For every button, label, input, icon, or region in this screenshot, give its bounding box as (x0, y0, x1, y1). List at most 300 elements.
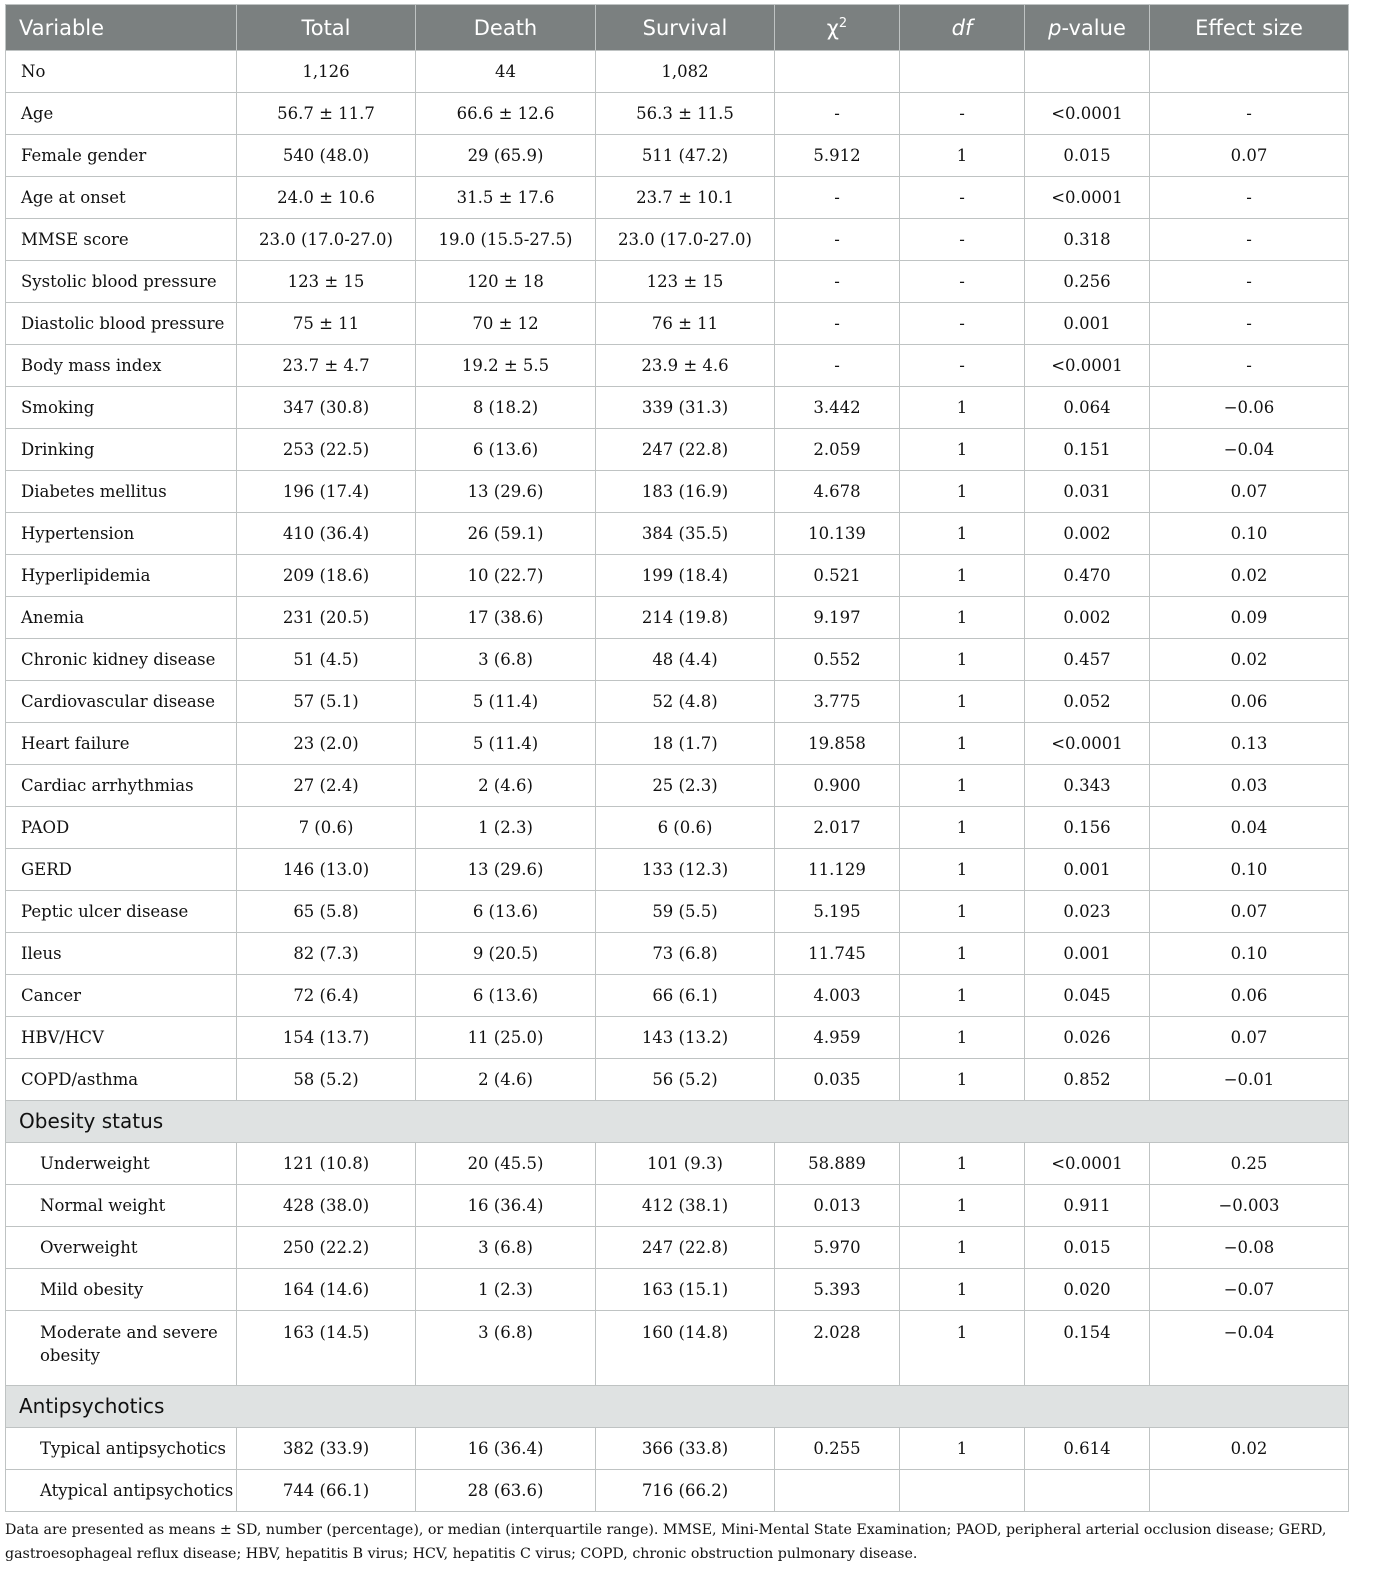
cell-chi-square (775, 51, 900, 93)
cell-effect-size: - (1150, 261, 1349, 303)
table-row (6, 891, 1349, 933)
cell-variable: Age (6, 93, 237, 135)
cell-death: 19.2 ± 5.5 (416, 345, 596, 387)
cell-total: 250 (22.2) (237, 1227, 416, 1269)
header-survival: Survival (596, 5, 775, 51)
cell-chi-square: - (775, 177, 900, 219)
cell-effect-size: −0.06 (1150, 387, 1349, 429)
cell-effect-size: −0.08 (1150, 1227, 1349, 1269)
cell-p-value: 0.026 (1025, 1017, 1150, 1059)
cell-death: 19.0 (15.5-27.5) (416, 219, 596, 261)
cell-df: - (900, 219, 1025, 261)
cell-df: 1 (900, 471, 1025, 513)
cell-death: 120 ± 18 (416, 261, 596, 303)
cell-death: 5 (11.4) (416, 681, 596, 723)
cell-survival: 133 (12.3) (596, 849, 775, 891)
cell-effect-size: 0.07 (1150, 135, 1349, 177)
chi-symbol: χ (826, 15, 839, 40)
cell-variable: GERD (6, 849, 237, 891)
cell-chi-square: 5.393 (775, 1269, 900, 1311)
table-row (6, 1143, 1349, 1185)
cell-p-value: <0.0001 (1025, 723, 1150, 765)
cell-total: 23.0 (17.0-27.0) (237, 219, 416, 261)
cell-death: 44 (416, 51, 596, 93)
cell-df: 1 (900, 387, 1025, 429)
cell-p-value: 0.002 (1025, 513, 1150, 555)
cell-df: 1 (900, 639, 1025, 681)
cell-survival: 163 (15.1) (596, 1269, 775, 1311)
cell-variable: Cancer (6, 975, 237, 1017)
table-row (6, 345, 1349, 387)
cell-total: 57 (5.1) (237, 681, 416, 723)
cell-effect-size: - (1150, 303, 1349, 345)
cell-variable: Typical antipsychotics (6, 1428, 237, 1470)
cell-chi-square: 11.745 (775, 933, 900, 975)
cell-p-value: 0.256 (1025, 261, 1150, 303)
cell-survival: 384 (35.5) (596, 513, 775, 555)
cell-survival: 23.7 ± 10.1 (596, 177, 775, 219)
cell-variable: MMSE score (6, 219, 237, 261)
header-df (900, 5, 1025, 51)
cell-death: 3 (6.8) (416, 1311, 596, 1386)
cell-survival: 199 (18.4) (596, 555, 775, 597)
cell-p-value: 0.154 (1025, 1311, 1150, 1386)
cell-survival: 56 (5.2) (596, 1059, 775, 1101)
cell-effect-size: 0.06 (1150, 975, 1349, 1017)
table-row (6, 387, 1349, 429)
cell-chi-square: 9.197 (775, 597, 900, 639)
cell-variable: Drinking (6, 429, 237, 471)
cell-chi-square: - (775, 303, 900, 345)
cell-effect-size: 0.02 (1150, 1428, 1349, 1470)
cell-death: 20 (45.5) (416, 1143, 596, 1185)
cell-p-value: 0.614 (1025, 1428, 1150, 1470)
cell-p-value: 0.064 (1025, 387, 1150, 429)
cell-total: 23.7 ± 4.7 (237, 345, 416, 387)
cell-effect-size (1150, 51, 1349, 93)
cell-total: 75 ± 11 (237, 303, 416, 345)
cell-effect-size: −0.003 (1150, 1185, 1349, 1227)
section-header-row (6, 1386, 1349, 1428)
cell-chi-square: 2.059 (775, 429, 900, 471)
cell-survival: 716 (66.2) (596, 1470, 775, 1512)
table-row (6, 639, 1349, 681)
cell-p-value: 0.318 (1025, 219, 1150, 261)
cell-death: 29 (65.9) (416, 135, 596, 177)
cell-death: 1 (2.3) (416, 1269, 596, 1311)
header-row (6, 5, 1349, 51)
cell-effect-size (1150, 1470, 1349, 1512)
table-row (6, 1428, 1349, 1470)
table-row (6, 261, 1349, 303)
cell-variable: No (6, 51, 237, 93)
cell-p-value: <0.0001 (1025, 345, 1150, 387)
cell-total: 146 (13.0) (237, 849, 416, 891)
cell-chi-square: 11.129 (775, 849, 900, 891)
table-row (6, 177, 1349, 219)
cell-chi-square: 0.013 (775, 1185, 900, 1227)
cell-chi-square: - (775, 219, 900, 261)
cell-survival: 18 (1.7) (596, 723, 775, 765)
cell-death: 70 ± 12 (416, 303, 596, 345)
section-title: Obesity status (6, 1101, 1349, 1143)
cell-survival: 73 (6.8) (596, 933, 775, 975)
cell-survival: 52 (4.8) (596, 681, 775, 723)
cell-variable: Overweight (6, 1227, 237, 1269)
cell-survival: 511 (47.2) (596, 135, 775, 177)
cell-total: 410 (36.4) (237, 513, 416, 555)
cell-chi-square: 4.678 (775, 471, 900, 513)
cell-df: 1 (900, 807, 1025, 849)
cell-total: 58 (5.2) (237, 1059, 416, 1101)
cell-df: 1 (900, 1185, 1025, 1227)
cell-total: 72 (6.4) (237, 975, 416, 1017)
table-row (6, 1059, 1349, 1101)
table-row (6, 93, 1349, 135)
cell-survival: 23.9 ± 4.6 (596, 345, 775, 387)
cell-p-value: <0.0001 (1025, 1143, 1150, 1185)
cell-effect-size: −0.04 (1150, 429, 1349, 471)
cell-death: 16 (36.4) (416, 1428, 596, 1470)
cell-df: 1 (900, 1311, 1025, 1386)
cell-death: 3 (6.8) (416, 639, 596, 681)
cell-survival: 25 (2.3) (596, 765, 775, 807)
cell-survival: 66 (6.1) (596, 975, 775, 1017)
cell-effect-size: - (1150, 219, 1349, 261)
cell-chi-square: 10.139 (775, 513, 900, 555)
cell-death: 5 (11.4) (416, 723, 596, 765)
cell-effect-size: 0.07 (1150, 471, 1349, 513)
cell-chi-square: 0.900 (775, 765, 900, 807)
cell-chi-square: 4.959 (775, 1017, 900, 1059)
table-container (5, 4, 1348, 1512)
cell-variable: Anemia (6, 597, 237, 639)
cell-p-value: 0.015 (1025, 1227, 1150, 1269)
cell-chi-square: 0.035 (775, 1059, 900, 1101)
cell-df: 1 (900, 1017, 1025, 1059)
cell-chi-square: - (775, 345, 900, 387)
section-header-row (6, 1101, 1349, 1143)
header-death: Death (416, 5, 596, 51)
cell-variable: Ileus (6, 933, 237, 975)
header-effect-size: Effect size (1150, 5, 1349, 51)
cell-survival: 247 (22.8) (596, 429, 775, 471)
cell-total: 428 (38.0) (237, 1185, 416, 1227)
cell-chi-square: 2.028 (775, 1311, 900, 1386)
cell-chi-square: - (775, 93, 900, 135)
cell-total: 163 (14.5) (237, 1311, 416, 1386)
cell-death: 6 (13.6) (416, 429, 596, 471)
cell-variable: Body mass index (6, 345, 237, 387)
cell-df: 1 (900, 1143, 1025, 1185)
cell-effect-size: −0.01 (1150, 1059, 1349, 1101)
cell-variable: COPD/asthma (6, 1059, 237, 1101)
cell-df: 1 (900, 1428, 1025, 1470)
cell-survival: 123 ± 15 (596, 261, 775, 303)
cell-chi-square: 3.775 (775, 681, 900, 723)
cell-effect-size: 0.10 (1150, 933, 1349, 975)
table-row (6, 933, 1349, 975)
cell-effect-size: 0.25 (1150, 1143, 1349, 1185)
cell-death: 2 (4.6) (416, 1059, 596, 1101)
cell-effect-size: 0.02 (1150, 555, 1349, 597)
cell-variable: Chronic kidney disease (6, 639, 237, 681)
cell-effect-size: 0.02 (1150, 639, 1349, 681)
cell-survival: 6 (0.6) (596, 807, 775, 849)
cell-chi-square (775, 1470, 900, 1512)
table-row (6, 135, 1349, 177)
cell-total: 540 (48.0) (237, 135, 416, 177)
cell-survival: 101 (9.3) (596, 1143, 775, 1185)
cell-death: 16 (36.4) (416, 1185, 596, 1227)
cell-death: 1 (2.3) (416, 807, 596, 849)
cell-chi-square: 5.195 (775, 891, 900, 933)
cell-death: 8 (18.2) (416, 387, 596, 429)
cell-survival: 143 (13.2) (596, 1017, 775, 1059)
cell-p-value: 0.457 (1025, 639, 1150, 681)
cell-effect-size: 0.03 (1150, 765, 1349, 807)
cell-p-value: <0.0001 (1025, 93, 1150, 135)
cell-total: 51 (4.5) (237, 639, 416, 681)
section-title: Antipsychotics (6, 1386, 1349, 1428)
cell-df: 1 (900, 765, 1025, 807)
cell-variable: Mild obesity (6, 1269, 237, 1311)
cell-chi-square: 58.889 (775, 1143, 900, 1185)
cell-variable: Smoking (6, 387, 237, 429)
cell-total: 27 (2.4) (237, 765, 416, 807)
table-row (6, 975, 1349, 1017)
cell-variable: Heart failure (6, 723, 237, 765)
table-row (6, 765, 1349, 807)
cell-survival: 214 (19.8) (596, 597, 775, 639)
cell-total: 65 (5.8) (237, 891, 416, 933)
cell-p-value: 0.001 (1025, 303, 1150, 345)
cell-p-value (1025, 1470, 1150, 1512)
cell-survival: 412 (38.1) (596, 1185, 775, 1227)
cell-chi-square: 0.255 (775, 1428, 900, 1470)
cell-p-value (1025, 51, 1150, 93)
cell-survival: 1,082 (596, 51, 775, 93)
cell-variable: Moderate and severe obesity (6, 1311, 237, 1386)
table-row (6, 555, 1349, 597)
cell-variable: Diabetes mellitus (6, 471, 237, 513)
cell-chi-square: 0.552 (775, 639, 900, 681)
cell-df: - (900, 303, 1025, 345)
cell-p-value: <0.0001 (1025, 177, 1150, 219)
cell-survival: 247 (22.8) (596, 1227, 775, 1269)
table-row (6, 1017, 1349, 1059)
cell-effect-size: - (1150, 93, 1349, 135)
cell-df: 1 (900, 1059, 1025, 1101)
cell-total: 121 (10.8) (237, 1143, 416, 1185)
cell-variable: Hyperlipidemia (6, 555, 237, 597)
cell-df: 1 (900, 933, 1025, 975)
cell-df: 1 (900, 849, 1025, 891)
cell-df: - (900, 93, 1025, 135)
cell-chi-square: 4.003 (775, 975, 900, 1017)
cell-effect-size: −0.07 (1150, 1269, 1349, 1311)
cell-death: 2 (4.6) (416, 765, 596, 807)
cell-death: 13 (29.6) (416, 471, 596, 513)
table-row (6, 597, 1349, 639)
cell-df: 1 (900, 975, 1025, 1017)
cell-chi-square: 5.912 (775, 135, 900, 177)
cell-death: 28 (63.6) (416, 1470, 596, 1512)
table-row (6, 513, 1349, 555)
cell-effect-size: −0.04 (1150, 1311, 1349, 1386)
header-total: Total (237, 5, 416, 51)
cell-df: 1 (900, 1269, 1025, 1311)
cell-p-value: 0.020 (1025, 1269, 1150, 1311)
cell-p-value: 0.852 (1025, 1059, 1150, 1101)
cell-p-value: 0.470 (1025, 555, 1150, 597)
cell-total: 209 (18.6) (237, 555, 416, 597)
cell-death: 17 (38.6) (416, 597, 596, 639)
chi-superscript: 2 (838, 15, 848, 31)
cell-total: 56.7 ± 11.7 (237, 93, 416, 135)
cell-total: 347 (30.8) (237, 387, 416, 429)
cell-chi-square: 19.858 (775, 723, 900, 765)
cell-death: 13 (29.6) (416, 849, 596, 891)
cell-effect-size: 0.09 (1150, 597, 1349, 639)
cell-variable: Atypical antipsychotics (6, 1470, 237, 1512)
cell-variable: HBV/HCV (6, 1017, 237, 1059)
table-row (6, 51, 1349, 93)
table-row (6, 1227, 1349, 1269)
table-footnote: Data are presented as means ± SD, number (percentage), or median (interquartile range). MMSE, Mini-Mental State Examination; PAOD, peripheral arterial occlusion disease; GERD, gastroesophageal reflux disease; HBV, hepatitis B virus; HCV, hepatitis C virus; COPD, chronic obstruction pulmonary disease. (5, 1522, 1327, 1562)
cell-total: 164 (14.6) (237, 1269, 416, 1311)
cell-p-value: 0.045 (1025, 975, 1150, 1017)
results-table (5, 4, 1349, 1512)
cell-df: 1 (900, 513, 1025, 555)
cell-variable: Normal weight (6, 1185, 237, 1227)
cell-effect-size: 0.07 (1150, 1017, 1349, 1059)
cell-effect-size: 0.04 (1150, 807, 1349, 849)
cell-total: 1,126 (237, 51, 416, 93)
cell-p-value: 0.151 (1025, 429, 1150, 471)
cell-df: 1 (900, 429, 1025, 471)
cell-df: - (900, 261, 1025, 303)
table-row (6, 681, 1349, 723)
cell-survival: 56.3 ± 11.5 (596, 93, 775, 135)
cell-df: 1 (900, 723, 1025, 765)
table-row (6, 723, 1349, 765)
table-row (6, 471, 1349, 513)
cell-df: 1 (900, 1227, 1025, 1269)
cell-p-value: 0.343 (1025, 765, 1150, 807)
cell-chi-square: 5.970 (775, 1227, 900, 1269)
cell-p-value: 0.052 (1025, 681, 1150, 723)
cell-survival: 183 (16.9) (596, 471, 775, 513)
cell-p-value: 0.002 (1025, 597, 1150, 639)
cell-p-value: 0.031 (1025, 471, 1150, 513)
cell-p-value: 0.001 (1025, 933, 1150, 975)
table-body (6, 51, 1349, 1512)
cell-variable: Diastolic blood pressure (6, 303, 237, 345)
header-p-italic: p (1048, 15, 1062, 40)
cell-df: - (900, 345, 1025, 387)
cell-total: 82 (7.3) (237, 933, 416, 975)
header-variable: Variable (6, 5, 237, 51)
cell-death: 9 (20.5) (416, 933, 596, 975)
header-p-value (1025, 5, 1150, 51)
cell-survival: 23.0 (17.0-27.0) (596, 219, 775, 261)
cell-chi-square: 3.442 (775, 387, 900, 429)
cell-df: 1 (900, 891, 1025, 933)
cell-effect-size: 0.13 (1150, 723, 1349, 765)
cell-total: 23 (2.0) (237, 723, 416, 765)
cell-survival: 160 (14.8) (596, 1311, 775, 1386)
cell-total: 744 (66.1) (237, 1470, 416, 1512)
cell-df: - (900, 177, 1025, 219)
cell-survival: 339 (31.3) (596, 387, 775, 429)
cell-survival: 59 (5.5) (596, 891, 775, 933)
cell-death: 3 (6.8) (416, 1227, 596, 1269)
cell-death: 26 (59.1) (416, 513, 596, 555)
cell-effect-size: 0.06 (1150, 681, 1349, 723)
cell-effect-size: 0.10 (1150, 513, 1349, 555)
header-df-label: df (951, 15, 973, 40)
cell-variable: Cardiac arrhythmias (6, 765, 237, 807)
cell-variable: Female gender (6, 135, 237, 177)
table-row (6, 1470, 1349, 1512)
header-chi-square (775, 5, 900, 51)
cell-total: 7 (0.6) (237, 807, 416, 849)
cell-death: 6 (13.6) (416, 975, 596, 1017)
cell-chi-square: 0.521 (775, 555, 900, 597)
cell-survival: 48 (4.4) (596, 639, 775, 681)
table-row (6, 303, 1349, 345)
cell-total: 196 (17.4) (237, 471, 416, 513)
table-row (6, 849, 1349, 891)
cell-death: 66.6 ± 12.6 (416, 93, 596, 135)
cell-p-value: 0.911 (1025, 1185, 1150, 1227)
table-row (6, 219, 1349, 261)
cell-death: 6 (13.6) (416, 891, 596, 933)
cell-effect-size: 0.10 (1150, 849, 1349, 891)
cell-survival: 76 ± 11 (596, 303, 775, 345)
cell-total: 231 (20.5) (237, 597, 416, 639)
cell-df: 1 (900, 681, 1025, 723)
header-p-rest: -value (1061, 15, 1126, 40)
table-row (6, 807, 1349, 849)
cell-total: 382 (33.9) (237, 1428, 416, 1470)
cell-variable: Hypertension (6, 513, 237, 555)
cell-variable: Systolic blood pressure (6, 261, 237, 303)
cell-variable: Age at onset (6, 177, 237, 219)
cell-death: 10 (22.7) (416, 555, 596, 597)
cell-death: 31.5 ± 17.6 (416, 177, 596, 219)
cell-effect-size: - (1150, 345, 1349, 387)
cell-df (900, 1470, 1025, 1512)
table-row (6, 1311, 1349, 1386)
cell-df: 1 (900, 597, 1025, 639)
cell-total: 123 ± 15 (237, 261, 416, 303)
cell-variable: Underweight (6, 1143, 237, 1185)
cell-p-value: 0.015 (1025, 135, 1150, 177)
cell-variable: Peptic ulcer disease (6, 891, 237, 933)
table-row (6, 1185, 1349, 1227)
cell-df: 1 (900, 555, 1025, 597)
cell-variable: PAOD (6, 807, 237, 849)
cell-df: 1 (900, 135, 1025, 177)
cell-variable: Cardiovascular disease (6, 681, 237, 723)
cell-chi-square: - (775, 261, 900, 303)
table-row (6, 1269, 1349, 1311)
cell-p-value: 0.023 (1025, 891, 1150, 933)
cell-survival: 366 (33.8) (596, 1428, 775, 1470)
table-row (6, 429, 1349, 471)
